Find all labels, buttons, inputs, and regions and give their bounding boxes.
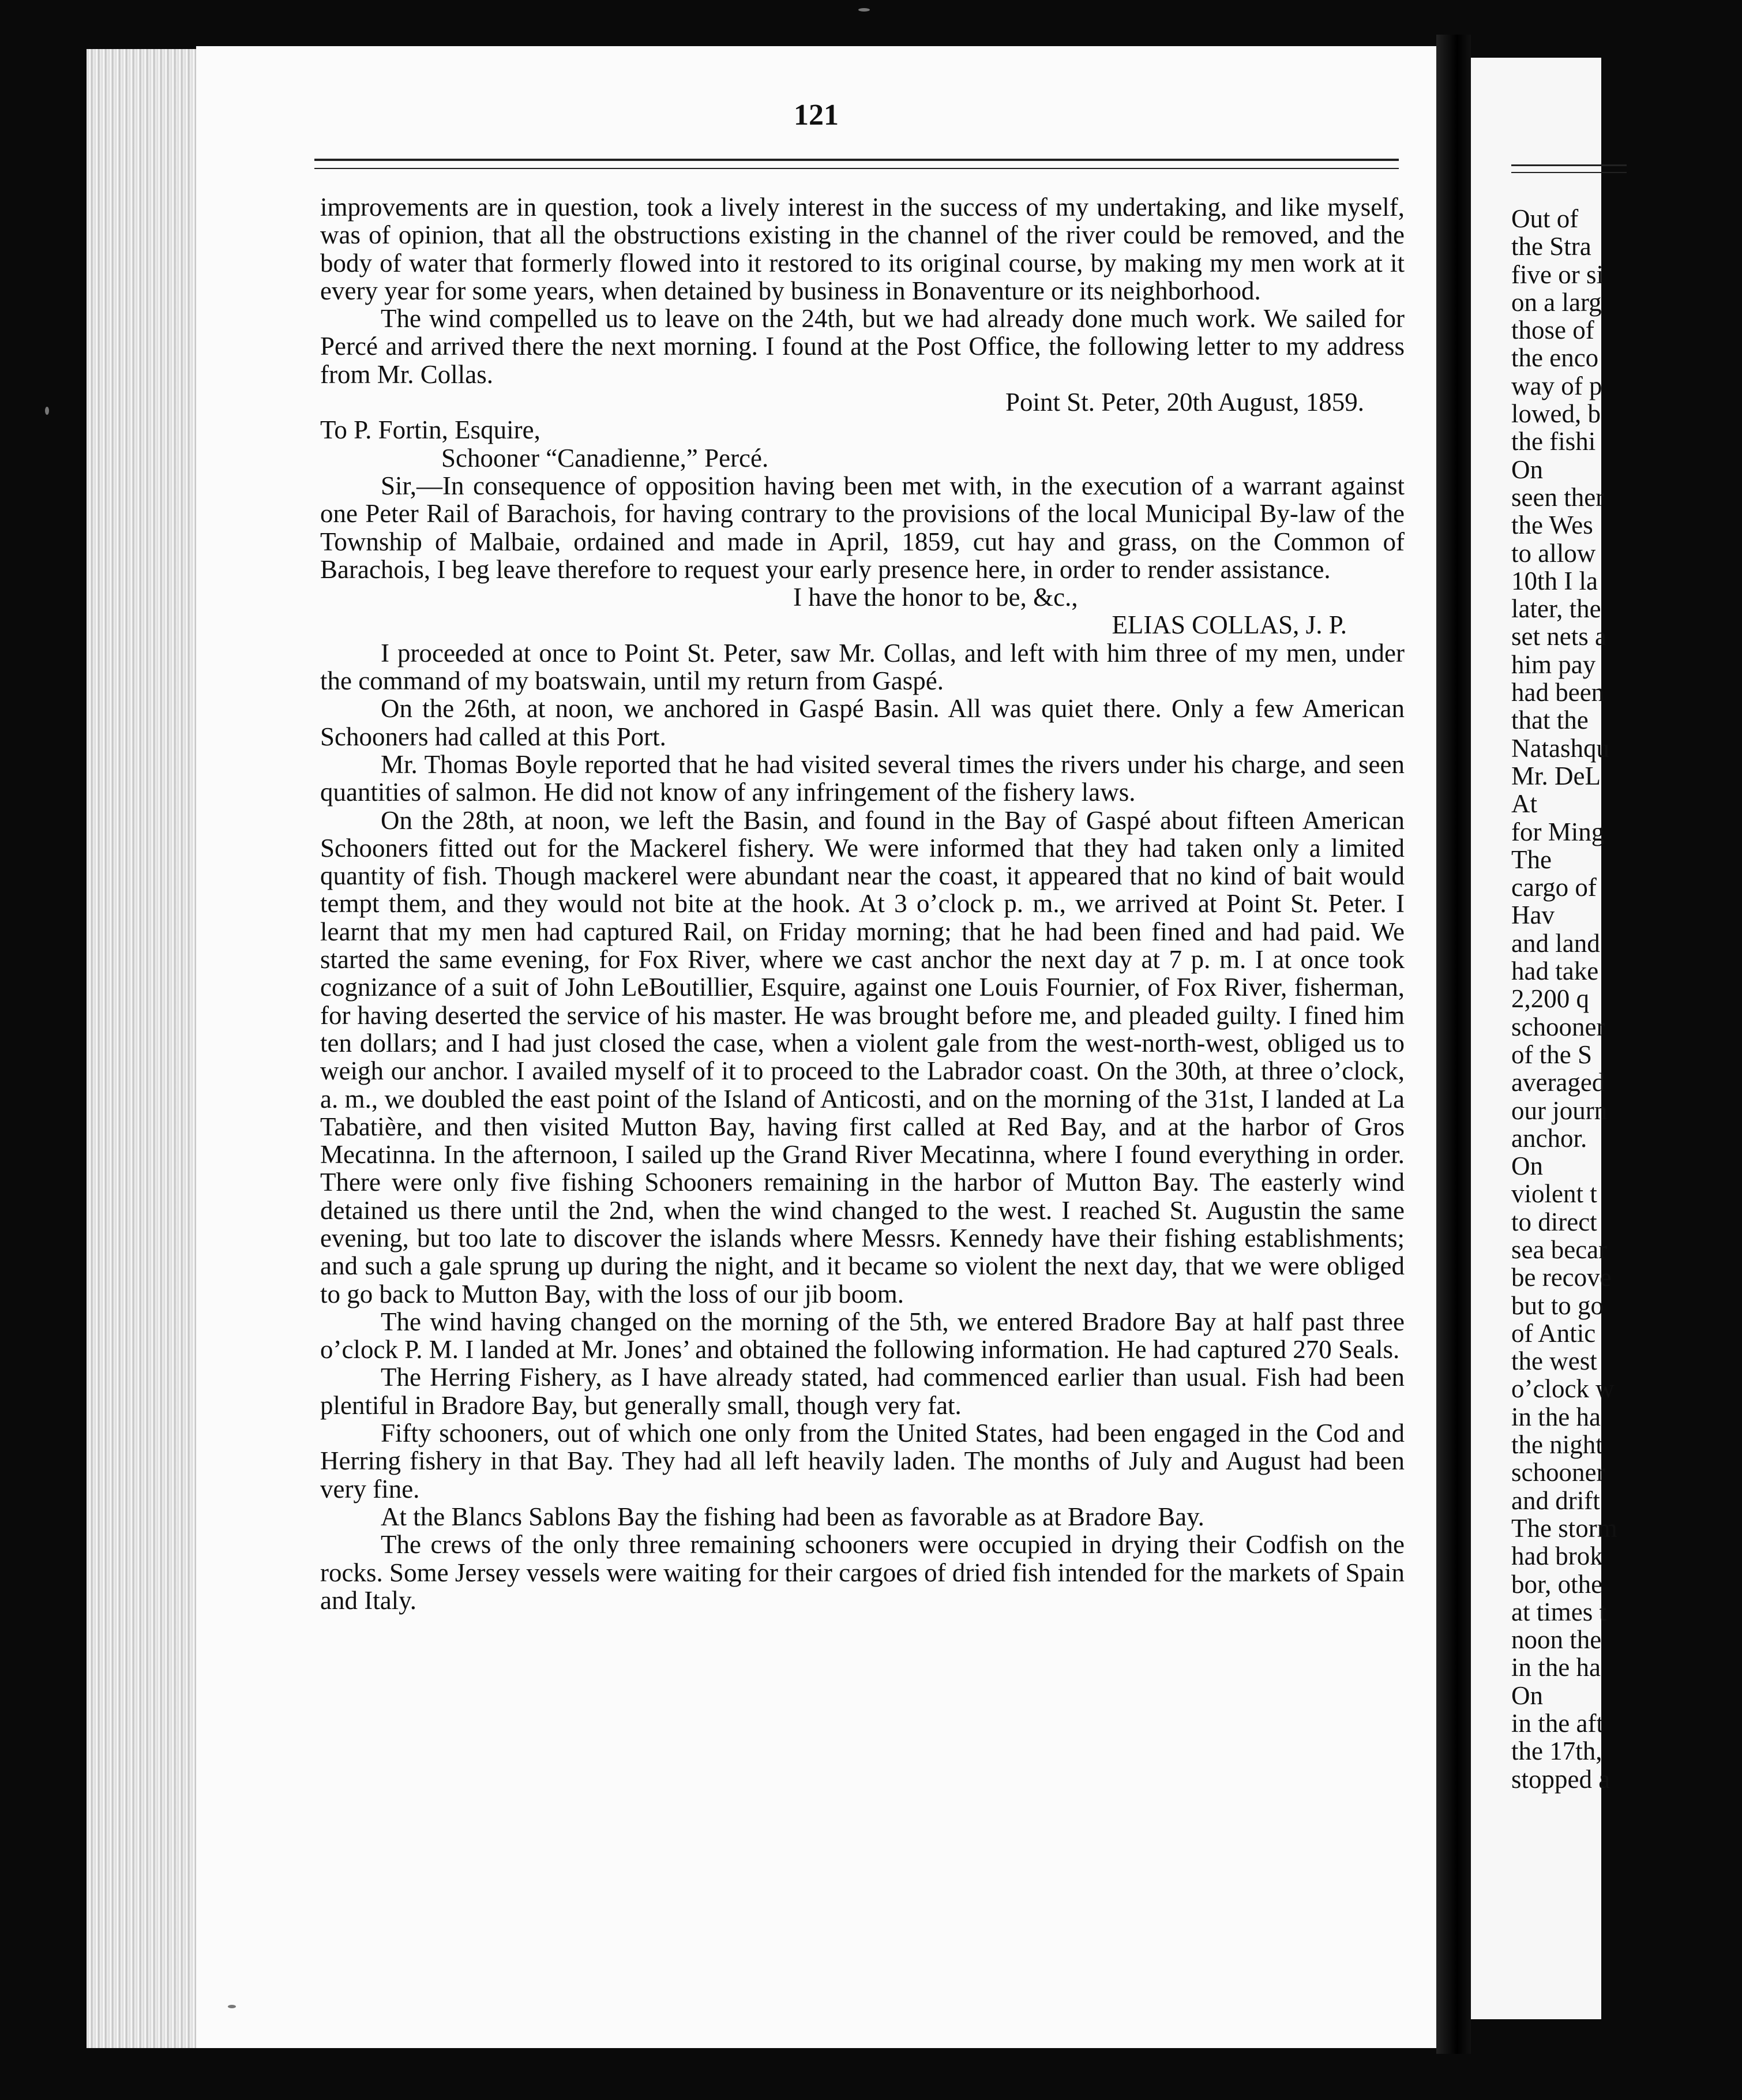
facing-page-line: in the ha <box>1511 1402 1601 1431</box>
facing-page-line: At <box>1511 789 1537 819</box>
facing-page-line: Hav <box>1511 901 1555 930</box>
facing-page-line: at times t <box>1511 1597 1606 1626</box>
facing-page-line: lowed, b <box>1511 399 1601 429</box>
facing-page-line: schooner <box>1511 1012 1605 1041</box>
paragraph: I have the honor to be, &c., <box>793 583 1078 612</box>
facing-page-line: stopped a <box>1511 1764 1610 1794</box>
facing-page-line: 2,200 q <box>1511 984 1589 1014</box>
paragraph: Point St. Peter, 20th August, 1859. <box>1005 388 1364 417</box>
page-body-text <box>320 193 1405 1614</box>
paragraph: On the 28th, at noon, we left the Basin, and found in the Bay of Gaspé about fifteen American Schooners fitted out for the Mackerel fishery. We were informed that they had taken only a limited quantity of fish. Though mackerel were abundant near the coast, it appeared that no kind of bait would tempt them, and they would not bite at the hook. At 3 o’clock p. m., we arrived at Point St. Peter. I learnt that my men had captured Rail, on Friday morning; that he had been fined and had paid. We started the same evening, for Fox River, where we cast anchor the next day at 7 p. m. I at once took cognizance of a suit of John LeBoutillier, Esquire, against one Louis Fournier, of Fox River, fisherman, for having deserted the service of his master. He was brought before me, and pleaded guilty. I fined him ten dollars; and I had just closed the case, when a violent gale from the west-north-west, obliged us to weigh our anchor. I availed myself of it to proceed to the Labrador coast. On the 30th, at three o’clock, a. m., we doubled the east point of the Island of Anticosti, and on the morning of the 31st, I landed at La Tabatière, and then visited Mutton Bay, having first called at Red Bay, and at the harbor of Gros Mecatinna. In the afternoon, I sailed up the Grand River Mecatinna, where I found everything in order. There were only five fishing Schooners remaining in the harbor of Mutton Bay. The easterly wind detained us there until the 2nd, when the wind changed to the west. I reached St. Augustin the same evening, but too late to discover the islands where Messrs. Kennedy have their fishing establishments; and such a gale sprung up during the night, and it became so violent the next day, that we were obliged to go back to Mutton Bay, with the loss of our jib boom. <box>320 805 1405 1308</box>
facing-page-line: seen ther <box>1511 482 1605 512</box>
facing-page-line: The <box>1511 845 1552 874</box>
paragraph: On the 26th, at noon, we anchored in Gaspé Basin. All was quiet there. Only a few American Schooners had called at this Port. <box>320 694 1405 751</box>
facing-page-line: in the ha <box>1511 1653 1601 1682</box>
paragraph: Mr. Thomas Boyle reported that he had visited several times the rivers under his charge, and seen quantities of salmon. He did not know of any infringement of the fishery laws. <box>320 749 1405 807</box>
facing-page-line: sea becar <box>1511 1235 1608 1264</box>
facing-page-line: noon the <box>1511 1625 1602 1655</box>
paragraph: The crews of the only three remaining schooners were occupied in drying their Codfish on the rocks. Some Jersey vessels were waiting for their cargoes of dried fish intended for the markets of Spain and Italy. <box>320 1530 1405 1615</box>
paragraph: I proceeded at once to Point St. Peter, saw Mr. Collas, and left with him three of my men, under the command of my boatswain, until my return from Gaspé. <box>320 638 1405 696</box>
facing-page-line: On <box>1511 1152 1543 1181</box>
facing-page-line: the Wes <box>1511 511 1593 540</box>
paragraph: Fifty schooners, out of which one only from the United States, had been engaged in the Cod and Herring fishery in that Bay. They had all left heavily laden. The months of July and August had been very fine. <box>320 1419 1405 1503</box>
facing-page-line: way of p <box>1511 371 1602 400</box>
facing-page-line: Out of <box>1511 204 1579 233</box>
facing-page-line: five or si <box>1511 260 1604 289</box>
facing-page-line: averaged <box>1511 1068 1605 1097</box>
facing-page-line: violent t <box>1511 1179 1597 1209</box>
facing-page-line: of Antic <box>1511 1318 1596 1348</box>
paragraph: The Herring Fishery, as I have already stated, had commenced earlier than usual. Fish had been plentiful in Bradore Bay, but generally small, though very fat. <box>320 1363 1405 1420</box>
facing-page-line: the night <box>1511 1430 1603 1460</box>
facing-page-line: the Stra <box>1511 232 1591 261</box>
facing-page-line: anchor. <box>1511 1123 1587 1153</box>
facing-page-line: schooner <box>1511 1458 1605 1487</box>
facing-page-line: but to go <box>1511 1291 1604 1320</box>
facing-page-line: those of <box>1511 316 1594 345</box>
facing-page-line: cargo of <box>1511 873 1597 902</box>
header-rule <box>314 159 1399 169</box>
page-number: 121 <box>794 99 839 132</box>
paragraph: ELIAS COLLAS, J. P. <box>1112 610 1347 640</box>
facing-page-line: and drift <box>1511 1486 1600 1515</box>
scan-speck <box>45 407 49 415</box>
facing-page-rule <box>1511 164 1627 173</box>
paragraph: The wind compelled us to leave on the 24th, but we had already done much work. We sailed for Percé and arrived there the next morning. I found at the Post Office, the following letter to my address from Mr. Collas. <box>320 304 1405 389</box>
facing-page-line: the west <box>1511 1347 1597 1376</box>
facing-page-line: The storm <box>1511 1513 1617 1543</box>
paragraph: At the Blancs Sablons Bay the fishing had been as favorable as at Bradore Bay. <box>381 1502 1204 1531</box>
paragraph: Schooner “Canadienne,” Percé. <box>441 443 769 472</box>
facing-page-line: on a larg <box>1511 287 1602 317</box>
facing-page-line: to direct <box>1511 1207 1597 1236</box>
book-page-edges <box>87 49 203 2048</box>
facing-page-line: o’clock w <box>1511 1374 1615 1404</box>
facing-page-line: the enco <box>1511 343 1599 373</box>
facing-page-line: be recove <box>1511 1263 1612 1292</box>
book-gutter <box>1436 35 1471 2054</box>
facing-page-line: set nets a <box>1511 622 1606 651</box>
facing-page-line: later, the <box>1511 594 1601 624</box>
facing-page-line: bor, othe <box>1511 1569 1603 1599</box>
book-page <box>196 46 1436 2048</box>
scan-speck <box>858 8 870 12</box>
facing-page-line: On <box>1511 1681 1543 1710</box>
facing-page-line: that the <box>1511 706 1589 735</box>
facing-page-text <box>1511 205 1742 1793</box>
facing-page-line: our journ <box>1511 1096 1608 1125</box>
facing-page-line: to allow <box>1511 538 1596 568</box>
facing-page-line: On <box>1511 455 1543 484</box>
facing-page-line: had been <box>1511 678 1605 707</box>
paragraph: Sir,—In consequence of opposition having been met with, in the execution of a warrant against one Peter Rail of Barachois, for having contrary to the provisions of the local Municipal By-law of the Township of Malbaie, ordained and made in April, 1859, cut hay and grass, on the Common of Barachois, I beg leave therefore to request your early presence here, in order to render assistance. <box>320 471 1405 584</box>
facing-page-line: had take <box>1511 957 1599 986</box>
facing-page-line: for Ming <box>1511 817 1605 846</box>
facing-page-line: and land <box>1511 928 1600 958</box>
facing-page-line: had brok <box>1511 1542 1603 1571</box>
facing-page-line: the fishi <box>1511 427 1596 456</box>
facing-page <box>1471 58 1617 2019</box>
facing-page-line: in the aft <box>1511 1709 1604 1738</box>
facing-page-line: the 17th, <box>1511 1737 1602 1766</box>
facing-page-line: Natashqu <box>1511 733 1609 763</box>
facing-page-line: 10th I la <box>1511 566 1598 595</box>
scan-speck <box>228 2005 236 2008</box>
paragraph: To P. Fortin, Esquire, <box>320 415 540 445</box>
facing-page-line: him pay <box>1511 650 1596 679</box>
facing-page-line: of the S <box>1511 1040 1592 1069</box>
paragraph: improvements are in question, took a lively interest in the success of my undertaking, and like myself, was of opinion, that all the obstructions existing in the channel of the river could be removed, and the body of water that formerly flowed into it restored to its original course, by making my men work at it every year for some years, when detained by business in Bonaventure or its neighborhood. <box>320 193 1405 305</box>
facing-page-line: Mr. DeL <box>1511 761 1601 790</box>
paragraph: The wind having changed on the morning of the 5th, we entered Bradore Bay at half past three o’clock P. M. I landed at Mr. Jones’ and obtained the following information. He had captured 270 Seals. <box>320 1307 1405 1364</box>
